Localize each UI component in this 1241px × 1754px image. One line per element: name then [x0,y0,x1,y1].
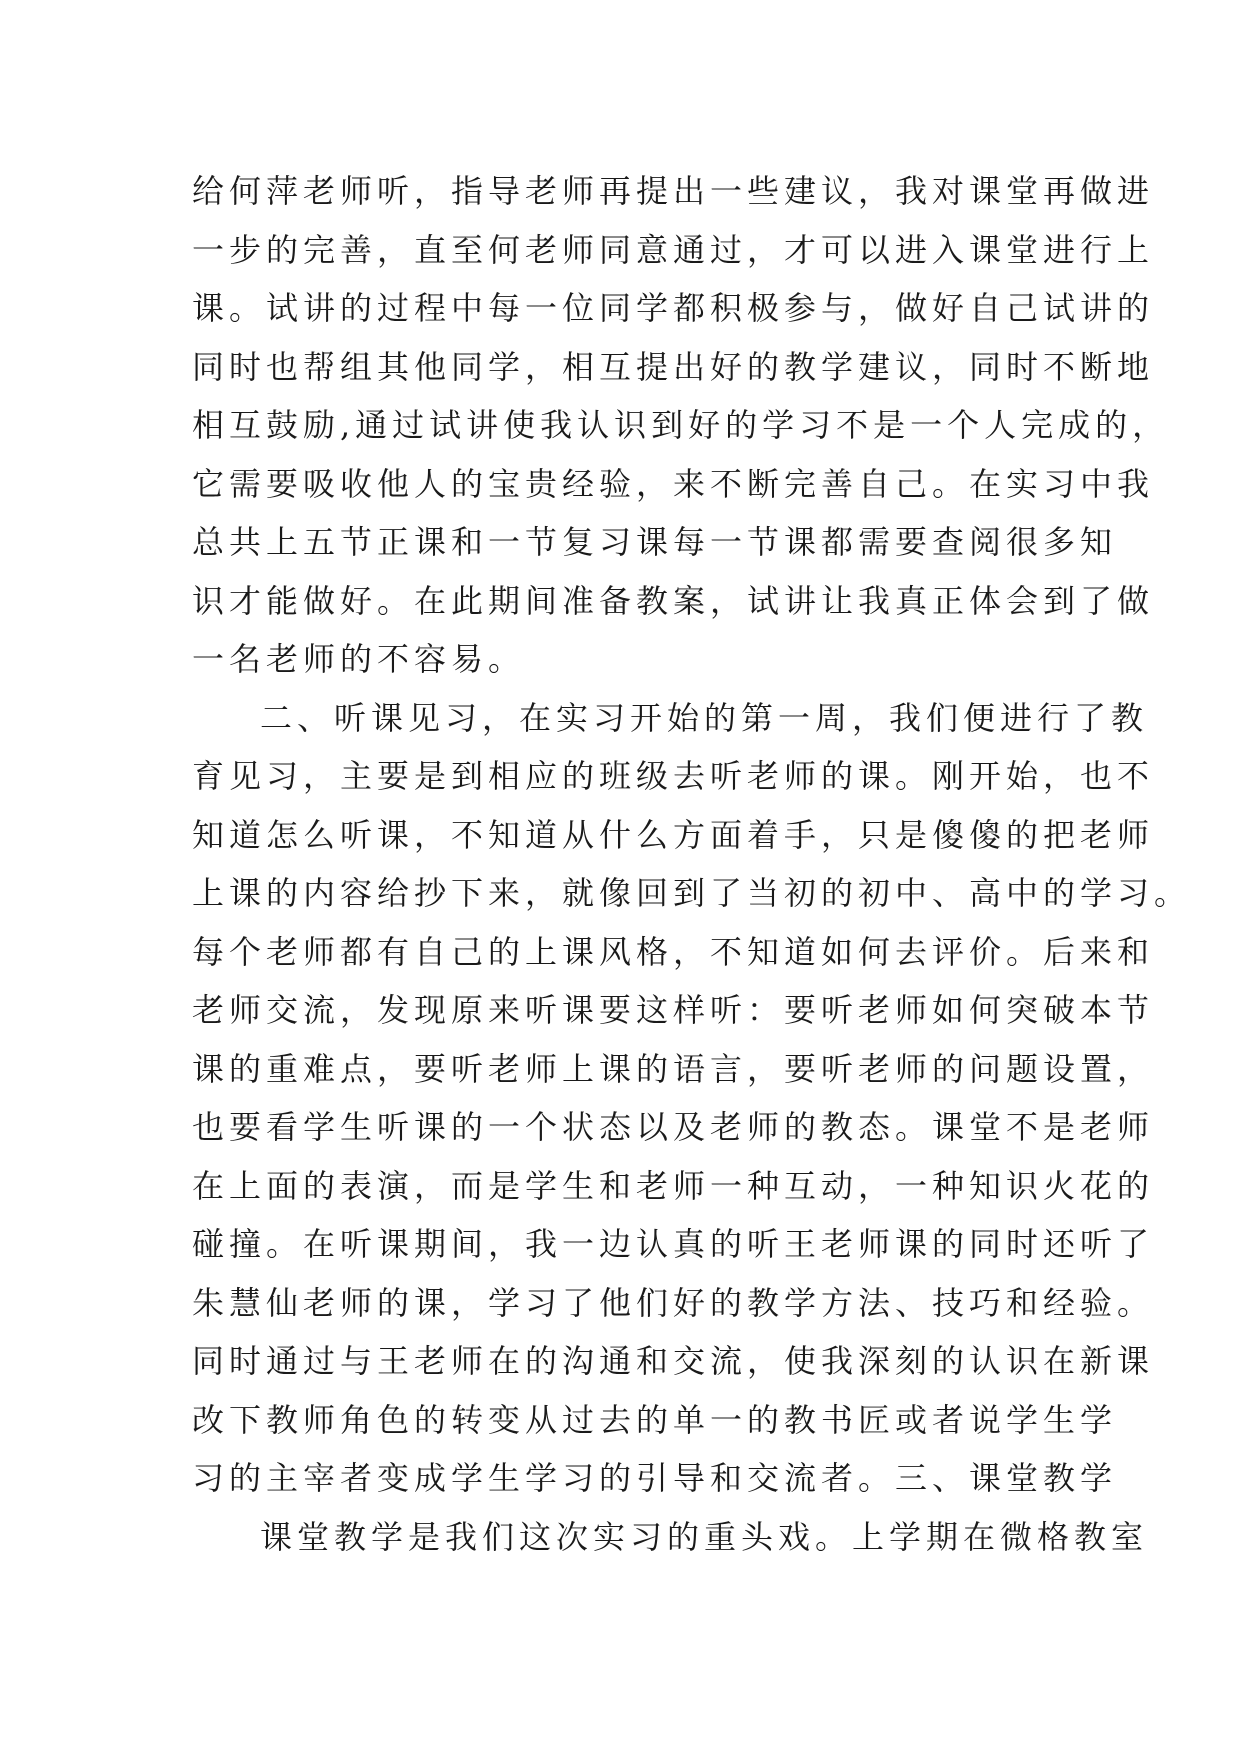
text-line: 课。试讲的过程中每一位同学都积极参与，做好自己试讲的 [192,289,1155,327]
text-line: 碰撞。在听课期间，我一边认真的听王老师课的同时还听了 [192,1225,1155,1263]
text-line: 上课的内容给抄下来，就像回到了当初的初中、高中的学习。 [192,874,1192,912]
text-line: 在上面的表演，而是学生和老师一种互动，一种知识火花的 [192,1166,1155,1205]
text-line: 同时通过与王老师在的沟通和交流，使我深刻的认识在新课 [192,1342,1155,1380]
text-line: 相互鼓励,通过试讲使我认识到好的学习不是一个人完成的， [192,406,1170,444]
text-line: 识才能做好。在此期间准备教案，试讲让我真正体会到了做 [192,581,1155,620]
text-line: 老师交流，发现原来听课要这样听：要听老师如何突破本节 [192,991,1155,1029]
paragraph-start-line: 课堂教学是我们这次实习的重头戏。上学期在微格教室 [260,1517,1149,1556]
text-line: 习的主宰者变成学生学习的引导和交流者。三、课堂教学 [192,1459,1118,1497]
text-line: 朱慧仙老师的课，学习了他们好的教学方法、技巧和经验。 [192,1283,1155,1322]
text-line: 育见习，主要是到相应的班级去听老师的课。刚开始，也不 [192,757,1155,795]
text-line: 一步的完善，直至何老师同意通过，才可以进入课堂进行上 [192,230,1155,269]
text-line: 课的重难点，要听老师上课的语言，要听老师的问题设置， [192,1049,1155,1088]
text-line: 知道怎么听课，不知道从什么方面着手，只是傻傻的把老师 [192,815,1155,854]
paragraph-start-line: 二、听课见习，在实习开始的第一周，我们便进行了教 [260,698,1149,737]
text-line: 一名老师的不容易。 [192,640,526,678]
text-line: 它需要吸收他人的宝贵经验，来不断完善自己。在实习中我 [192,464,1155,503]
text-line: 改下教师角色的转变从过去的单一的教书匠或者说学生学 [192,1400,1118,1439]
text-line: 同时也帮组其他同学，相互提出好的教学建议，同时不断地 [192,347,1155,386]
text-line: 每个老师都有自己的上课风格，不知道如何去评价。后来和 [192,932,1155,971]
document-body [192,162,1192,1566]
text-line: 给何萍老师听，指导老师再提出一些建议，我对课堂再做进 [192,172,1155,210]
text-line: 总共上五节正课和一节复习课每一节课都需要查阅很多知 [192,523,1118,561]
text-line: 也要看学生听课的一个状态以及老师的教态。课堂不是老师 [192,1108,1155,1146]
